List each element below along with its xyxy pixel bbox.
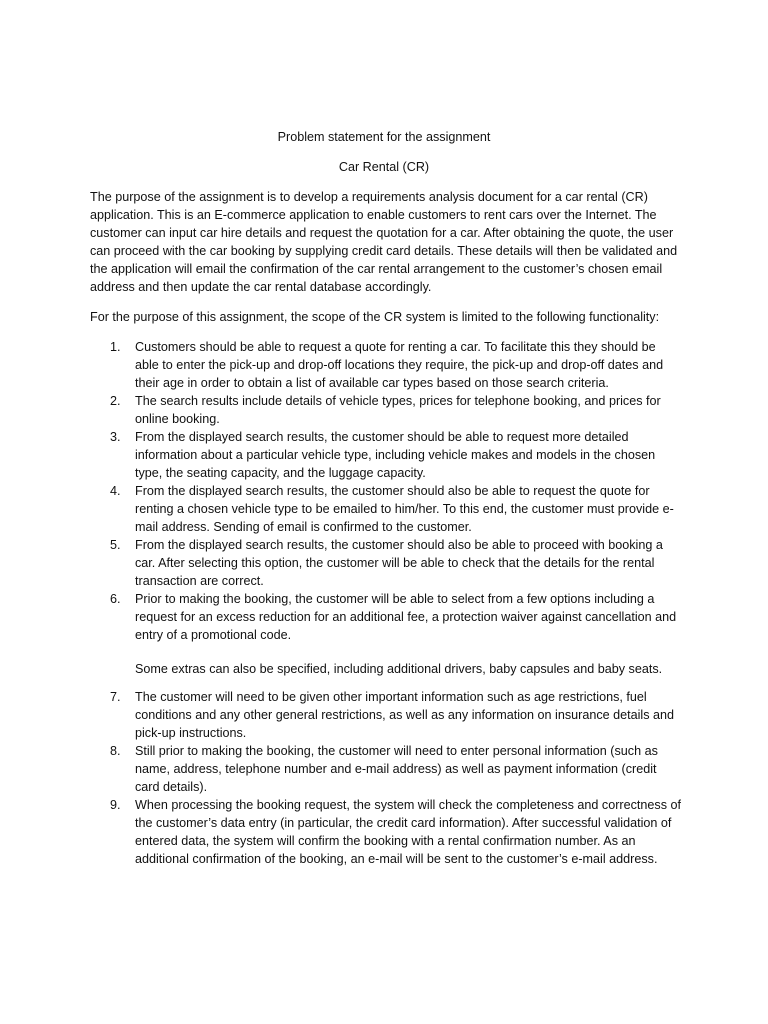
list-item-number: 5. — [110, 538, 121, 552]
list-item-number: 3. — [110, 430, 121, 444]
list-item — [90, 796, 682, 868]
list-item-number: 6. — [110, 592, 121, 606]
intro-paragraph: The purpose of the assignment is to develop a requirements analysis document for a car rental (CR) application. This is an E-commerce application to enable customers to rent cars over the Internet. The customer can input car hire details and request the quotation for a car. After obtaining the quote, the user can proceed with the car booking by supplying credit card details. These details will then be validated and the application will email the confirmation of the car rental arrangement to the customer’s chosen email address and then update the car rental database accordingly. — [90, 190, 678, 294]
list-item — [90, 742, 682, 796]
scope-paragraph: For the purpose of this assignment, the scope of the CR system is limited to the following functionality: — [90, 310, 660, 324]
list-item-number: 4. — [110, 484, 121, 498]
extras-paragraph: Some extras can also be specified, including additional drivers, baby capsules and baby seats. — [135, 662, 663, 676]
document-title: Problem statement for the assignment — [277, 130, 491, 144]
list-item-number: 1. — [110, 340, 121, 354]
list-item — [90, 688, 682, 742]
list-item-text: The customer will need to be given other important information such as age restrictions, fuel conditions and any other general restrictions, as well as any information on insurance details and pick-up instructions. — [135, 690, 675, 740]
list-item-number: 8. — [110, 744, 121, 758]
document-subtitle: Car Rental (CR) — [338, 160, 430, 174]
list-item — [90, 590, 682, 644]
list-item — [90, 338, 682, 392]
list-item-text: Still prior to making the booking, the customer will need to enter personal information (such as name, address, telephone number and e-mail address) as well as payment information (credit card details). — [135, 744, 658, 794]
list-item-text: From the displayed search results, the customer should be able to request more detailed information about a particular vehicle type, including vehicle makes and models in the chosen type, the seating capacity, and the luggage capacity. — [135, 430, 656, 480]
requirements-list — [90, 338, 682, 644]
list-item-text: Customers should be able to request a quote for renting a car. To facilitate this they should be able to enter the pick-up and drop-off locations they require, the pick-up and drop-off dates and their age in order to obtain a list of available car types based on those search criteria. — [135, 340, 664, 390]
list-item — [90, 536, 682, 590]
list-item — [90, 428, 682, 482]
list-item-text: When processing the booking request, the system will check the completeness and correctness of the customer’s data entry (in particular, the credit card information). After successful validation of entered data, the system will confirm the booking with a rental confirmation number. As an additional confirmation of the booking, an e-mail will be sent to the customer’s e-mail address. — [135, 798, 682, 866]
list-item — [90, 392, 682, 428]
list-item — [90, 482, 682, 536]
list-item-number: 9. — [110, 798, 121, 812]
list-item-text: From the displayed search results, the customer should also be able to request the quote for renting a chosen vehicle type to be emailed to him/her. To this end, the customer must provide e-mail address. Sending of email is confirmed to the customer. — [135, 484, 674, 534]
requirements-list-continued — [90, 688, 682, 868]
list-item-text: From the displayed search results, the customer should also be able to proceed with booking a car. After selecting this option, the customer will be able to check that the details for the rental transaction are correct. — [135, 538, 663, 588]
list-item-text: The search results include details of vehicle types, prices for telephone booking, and prices for online booking. — [135, 394, 661, 426]
list-item-number: 2. — [110, 394, 121, 408]
list-item-number: 7. — [110, 690, 121, 704]
list-item-text: Prior to making the booking, the customer will be able to select from a few options including a request for an excess reduction for an additional fee, a protection waiver against cancellation and entry of a promotional code. — [135, 592, 677, 642]
